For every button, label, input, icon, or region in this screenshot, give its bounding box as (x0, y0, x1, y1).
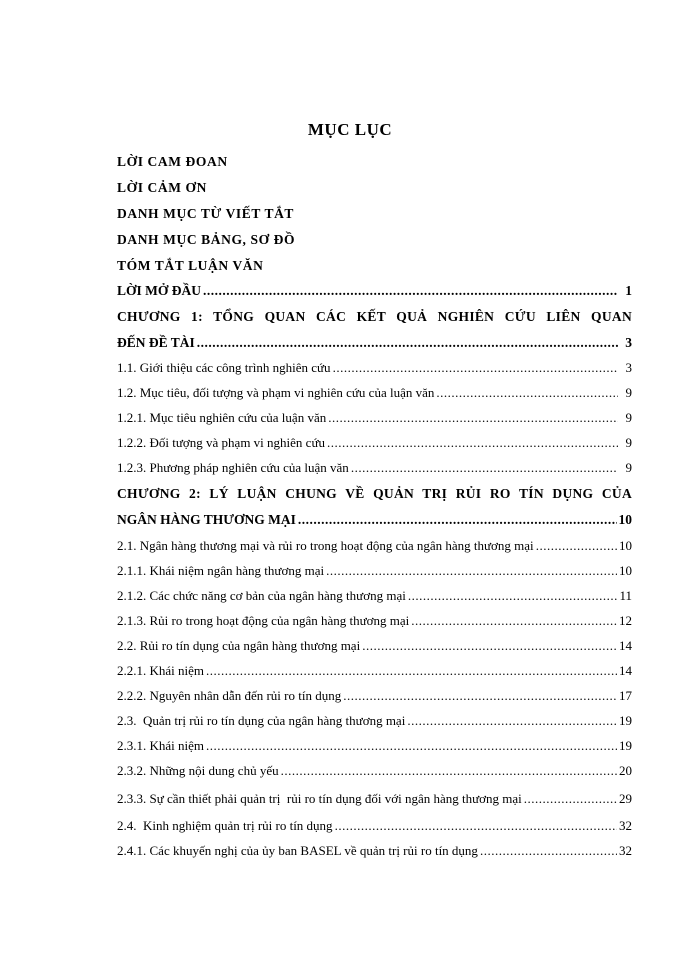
front-matter-item: DANH MỤC TỪ VIẾT TẮT (117, 206, 295, 221)
toc-entry-label: 2.4. Kinh nghiệm quản trị rủi ro tín dụng (117, 818, 333, 833)
toc-entry-label: 2.2.2. Nguyên nhân dẫn đến rủi ro tín dụng (117, 688, 342, 703)
toc-entry (117, 763, 632, 779)
toc-entry-label: 1.2.3. Phương pháp nghiên cứu của luận văn (117, 460, 349, 475)
toc-entry-label: 2.3.2. Những nội dung chủ yếu (117, 763, 279, 778)
toc-entry (117, 435, 632, 451)
toc-entry (117, 663, 632, 679)
dot-leader (335, 818, 617, 834)
toc-entry-chapter-1 (117, 335, 632, 351)
page-title: MỤC LỤC (307, 120, 393, 139)
dot-leader (411, 613, 617, 629)
toc-entry (117, 738, 632, 754)
dot-leader (298, 512, 617, 528)
toc-entry-label: 1.2. Mục tiêu, đối tượng và phạm vi nghiên cứu của luận văn (117, 385, 435, 400)
toc-entry-label: 2.2.1. Khái niệm (117, 663, 205, 678)
dot-leader (480, 843, 617, 859)
toc-entry-label: 1.1. Giới thiệu các công trình nghiên cứu (117, 360, 331, 375)
toc-entry (117, 538, 632, 554)
dot-leader (436, 385, 618, 401)
dot-leader (197, 335, 618, 351)
front-matter-item: LỜI CAM ĐOAN (117, 154, 228, 169)
dot-leader (327, 435, 618, 451)
toc-entry-page: 9 (625, 410, 632, 425)
toc-entry-page: 12 (619, 613, 632, 628)
toc-entry-page: 1 (625, 283, 632, 298)
front-matter-item: TÓM TẮT LUẬN VĂN (117, 258, 264, 273)
toc-entry-label: 1.2.1. Mục tiêu nghiên cứu của luận văn (117, 410, 327, 425)
toc-entry-label: NGÂN HÀNG THƯƠNG MẠI (117, 512, 296, 527)
toc-entry-label: 2.3.1. Khái niệm (117, 738, 205, 753)
dot-leader (206, 738, 617, 754)
toc-entry (117, 460, 632, 476)
toc-entry (117, 563, 632, 579)
toc-entry (117, 410, 632, 426)
toc-entry (117, 385, 632, 401)
front-matter-item: LỜI CẢM ƠN (117, 180, 207, 195)
toc-entry (117, 843, 632, 859)
dot-leader (536, 538, 617, 554)
toc-entry-page: 3 (625, 360, 632, 375)
toc-entry-page: 14 (619, 638, 632, 653)
toc-entry-page: 9 (625, 435, 632, 450)
toc-entry-label: 2.2. Rủi ro tín dụng của ngân hàng thương mại (117, 638, 361, 653)
toc-entry-page: 17 (619, 688, 632, 703)
toc-entry-label: 2.1.1. Khái niệm ngân hàng thương mại (117, 563, 325, 578)
toc-entry-page: 10 (619, 538, 632, 553)
toc-entry-label: 2.1.3. Rủi ro trong hoạt động của ngân hàng thương mại (117, 613, 410, 628)
toc-entry-label: LỜI MỞ ĐẦU (117, 283, 201, 298)
toc-entry (117, 713, 632, 729)
toc-entry-label: 2.4.1. Các khuyến nghị của ủy ban BASEL về quản trị rủi ro tín dụng (117, 843, 478, 858)
dot-leader (343, 688, 617, 704)
toc-entry-label: 2.1.2. Các chức năng cơ bản của ngân hàng thương mại (117, 588, 406, 603)
toc-entry-page: 19 (619, 738, 632, 753)
dot-leader (362, 638, 617, 654)
toc-entry-page: 29 (619, 791, 632, 806)
front-matter-item: DANH MỤC BẢNG, SƠ ĐỒ (117, 232, 296, 247)
toc-entry-page: 32 (619, 818, 632, 833)
toc-entry-page: 10 (618, 512, 632, 527)
toc-entry-page: 11 (619, 588, 632, 603)
toc-entry-page: 10 (619, 563, 632, 578)
toc-entry (117, 613, 632, 629)
chapter-2-heading: CHƯƠNG 2: LÝ LUẬN CHUNG VỀ QUẢN TRỊ RỦI RO TÍN DỤNG CỦA (117, 486, 632, 501)
toc-entry-intro (117, 283, 632, 299)
dot-leader (203, 283, 618, 299)
toc-entry-label: 1.2.2. Đối tượng và phạm vi nghiên cứu (117, 435, 325, 450)
toc-entry-label: 2.3.3. Sự cần thiết phải quản trị rủi ro tín dụng đối với ngân hàng thương mại (117, 791, 522, 806)
dot-leader (328, 410, 618, 426)
toc-entry-label: 2.3. Quản trị rủi ro tín dụng của ngân hàng thương mại (117, 713, 406, 728)
toc-entry-page: 3 (625, 335, 632, 350)
dot-leader (408, 588, 618, 604)
toc-entry (117, 791, 632, 807)
dot-leader (206, 663, 617, 679)
toc-entry-page: 19 (619, 713, 632, 728)
toc-entry-page: 20 (619, 763, 632, 778)
dot-leader (407, 713, 617, 729)
toc-entry-label: ĐẾN ĐỀ TÀI (117, 335, 195, 350)
toc-entry-page: 9 (625, 385, 632, 400)
toc-entry (117, 588, 632, 604)
dot-leader (524, 791, 617, 807)
toc-entry (117, 818, 632, 834)
dot-leader (333, 360, 618, 376)
toc-entry (117, 638, 632, 654)
chapter-1-heading: CHƯƠNG 1: TỔNG QUAN CÁC KẾT QUẢ NGHIÊN CỨU LIÊN QUAN (117, 309, 632, 324)
dot-leader (281, 763, 617, 779)
toc-entry-chapter-2 (117, 512, 632, 528)
toc-entry-page: 9 (625, 460, 632, 475)
toc-entry-page: 14 (619, 663, 632, 678)
dot-leader (351, 460, 618, 476)
dot-leader (326, 563, 617, 579)
toc-entry (117, 360, 632, 376)
toc-entry-label: 2.1. Ngân hàng thương mại và rủi ro trong hoạt động của ngân hàng thương mại (117, 538, 534, 553)
toc-entry (117, 688, 632, 704)
toc-entry-page: 32 (619, 843, 632, 858)
